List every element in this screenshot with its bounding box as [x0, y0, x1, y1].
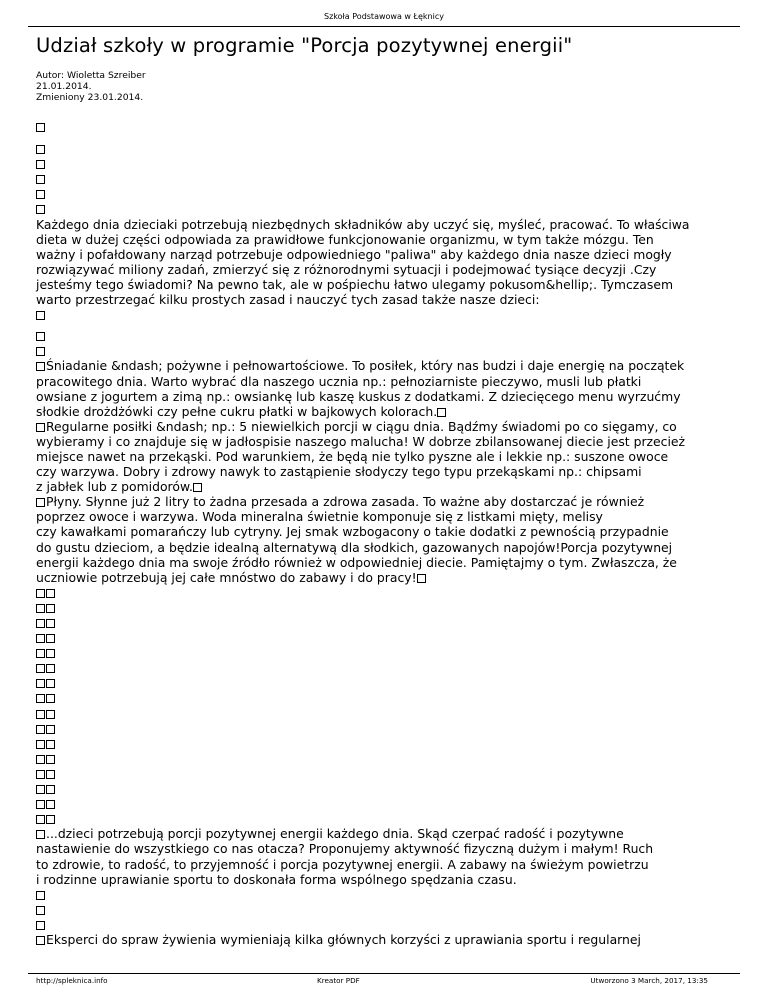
paragraph-1-line: rozwiązywać miliony zadań, zmierzyć się z różnorodnymi sytuacji i podejmować tysiące decyzji .Czy: [36, 261, 657, 277]
missing-glyph-box: [36, 311, 45, 320]
missing-glyph-box: [36, 921, 45, 930]
author-line: Autor: Wioletta Szreiber: [36, 70, 146, 81]
fluids-paragraph-line: Płyny. Słynne już 2 litry to żadna przesada a zdrowa zasada. To ważne aby dostarczać je również: [46, 494, 645, 510]
missing-glyph-box: [46, 694, 55, 703]
missing-glyph-box: [36, 694, 45, 703]
missing-glyph-box: [46, 710, 55, 719]
missing-glyph-box: [36, 830, 45, 839]
paragraph-1-line: dieta w dużej części odpowiada za prawidłowe funkcjonowanie organizmu, w tym także mózgu. Ten: [36, 231, 654, 247]
missing-glyph-box: [36, 800, 45, 809]
missing-glyph-box: [36, 710, 45, 719]
missing-glyph-box: [46, 785, 55, 794]
breakfast-paragraph-line: Śniadanie &ndash; pożywne i pełnowartościowe. To posiłek, który nas budzi i daje energię na początek: [46, 358, 685, 374]
missing-glyph-box: [36, 589, 45, 598]
missing-glyph-box: [36, 634, 45, 643]
missing-glyph-box: [36, 891, 45, 900]
footer-divider: [28, 973, 740, 974]
missing-glyph-box: [36, 362, 45, 371]
article-meta: [36, 70, 146, 103]
missing-glyph-box: [36, 332, 45, 341]
missing-glyph-box: [36, 815, 45, 824]
footer-created: Utworzono 3 March, 2017, 13:35: [590, 976, 708, 985]
page-header: Szkoła Podstawowa w Łęknicy: [324, 12, 444, 21]
missing-glyph-box: [36, 785, 45, 794]
meals-paragraph-line: wybieramy i co znajduje się w jadłospisie naszego malucha! W dobrze zbilansowanej diecie jest przecież: [36, 433, 686, 449]
breakfast-paragraph-line: owsiane z jogurtem a zimą np.: owsiankę lub kaszę kuskus z dodatkami. Z dziecięcego menu wyrzućmy: [36, 388, 681, 404]
header-divider: [28, 26, 740, 27]
missing-glyph-box: [46, 800, 55, 809]
missing-glyph-box: [46, 755, 55, 764]
activity-paragraph-line: nastawienie do wszystkiego co nas otacza? Proponujemy aktywność fizyczną dużym i małym! Ruch: [36, 841, 654, 857]
fluids-paragraph-line: czy kawałkami pomarańczy lub cytryny. Jej smak wzbogacony o takie dodatki z pewnością przypadnie: [36, 524, 669, 540]
missing-glyph-box: [36, 160, 45, 169]
paragraph-1-line: Każdego dnia dzieciaki potrzebują niezbędnych składników aby uczyć się, myśleć, pracować. To właściwa: [36, 216, 690, 232]
missing-glyph-box: [46, 679, 55, 688]
article-title: Udział szkoły w programie "Porcja pozytywnej energii": [36, 34, 573, 57]
missing-glyph-box: [36, 906, 45, 915]
activity-paragraph-line: i rodzinne uprawianie sportu to doskonała forma wspólnego spędzania czasu.: [36, 871, 517, 887]
missing-glyph-box: [36, 175, 45, 184]
missing-glyph-box: [36, 498, 45, 507]
fluids-paragraph-line: poprzez owoce i warzywa. Woda mineralna świetnie komponuje się z listkami mięty, melisy: [36, 509, 603, 525]
paragraph-1-line: ważny i pofałdowany narząd potrzebuje odpowiedniego "paliwa" aby każdego dnia nasze dzieci mogły: [36, 246, 672, 262]
activity-paragraph-line: to zdrowie, to radość, to przyjemność i porcja pozytywnej energii. A zabawy na świeżym powietrzu: [36, 856, 649, 872]
missing-glyph-box: [46, 815, 55, 824]
footer-url[interactable]: http://spleknica.info: [36, 976, 108, 985]
paragraph-1-line: jesteśmy tego świadomi? Na pewno tak, ale w pośpiechu łatwo ulegamy pokusom&hellip;. Tymczasem: [36, 276, 674, 292]
footer-generator: Kreator PDF: [317, 976, 360, 985]
meals-paragraph-line: z jabłek lub z pomidorów.: [36, 479, 193, 495]
missing-glyph-box: [437, 408, 446, 417]
missing-glyph-box: [46, 725, 55, 734]
fluids-paragraph-line: uczniowie potrzebują jej całe mnóstwo do zabawy i do pracy!: [36, 569, 417, 585]
missing-glyph-box: [36, 679, 45, 688]
missing-glyph-box: [36, 725, 45, 734]
fluids-paragraph-line: do gustu dzieciom, a będzie idealną alternatywą dla słodkich, gazowanych napojów!Porcja pozytywnej: [36, 539, 673, 555]
activity-paragraph-line: ...dzieci potrzebują porcji pozytywnej energii każdego dnia. Skąd czerpać radość i pozytywne: [46, 826, 624, 842]
article-body: [36, 119, 736, 947]
missing-glyph-box: [36, 145, 45, 154]
missing-glyph-box: [36, 205, 45, 214]
breakfast-paragraph-line: słodkie drożdżówki czy pełne cukru płatki w bajkowych kolorach.: [36, 403, 438, 419]
missing-glyph-box: [36, 664, 45, 673]
modified-line: Zmieniony 23.01.2014.: [36, 92, 144, 103]
missing-glyph-box: [36, 423, 45, 432]
missing-glyph-box: [36, 755, 45, 764]
paragraph-1-line: warto przestrzegać kilku prostych zasad i nauczyć tych zasad także nasze dzieci:: [36, 292, 540, 308]
experts-paragraph-line: Eksperci do spraw żywienia wymieniają kilka głównych korzyści z uprawiania sportu i regularnej: [46, 931, 641, 947]
date-line: 21.01.2014.: [36, 81, 92, 92]
meals-paragraph-line: miejsce nawet na przekąski. Pod warunkiem, że będą nie tylko pyszne ale i lekkie np.: suszone owoce: [36, 448, 669, 464]
missing-glyph-box: [46, 664, 55, 673]
missing-glyph-box: [193, 483, 202, 492]
missing-glyph-box: [46, 634, 55, 643]
meals-paragraph-line: czy warzywa. Dobry i zdrowy nawyk to zastąpienie słodyczy tego typu przekąskami np.: chipsami: [36, 464, 642, 480]
missing-glyph-box: [36, 740, 45, 749]
missing-glyph-box: [46, 770, 55, 779]
missing-glyph-box: [36, 770, 45, 779]
missing-glyph-box: [36, 123, 45, 132]
meals-paragraph-line: Regularne posiłki &ndash; np.: 5 niewielkich porcji w ciągu dnia. Bądźmy świadomi po co sięgamy, co: [46, 418, 677, 434]
missing-glyph-box: [46, 649, 55, 658]
missing-glyph-box: [36, 936, 45, 945]
missing-glyph-box: [36, 619, 45, 628]
breakfast-paragraph-line: pracowitego dnia. Warto wybrać dla naszego ucznia np.: pełnoziarniste pieczywo, musli lub płatki: [36, 373, 642, 389]
missing-glyph-box: [417, 574, 426, 583]
missing-glyph-box: [36, 649, 45, 658]
missing-glyph-box: [46, 619, 55, 628]
missing-glyph-box: [46, 589, 55, 598]
missing-glyph-box: [46, 604, 55, 613]
missing-glyph-box: [36, 190, 45, 199]
missing-glyph-box: [36, 604, 45, 613]
missing-glyph-box: [36, 347, 45, 356]
fluids-paragraph-line: energii każdego dnia ma swoje źródło również w odpowiedniej diecie. Pamiętajmy o tym. Zwłaszcza, że: [36, 554, 677, 570]
missing-glyph-box: [46, 740, 55, 749]
